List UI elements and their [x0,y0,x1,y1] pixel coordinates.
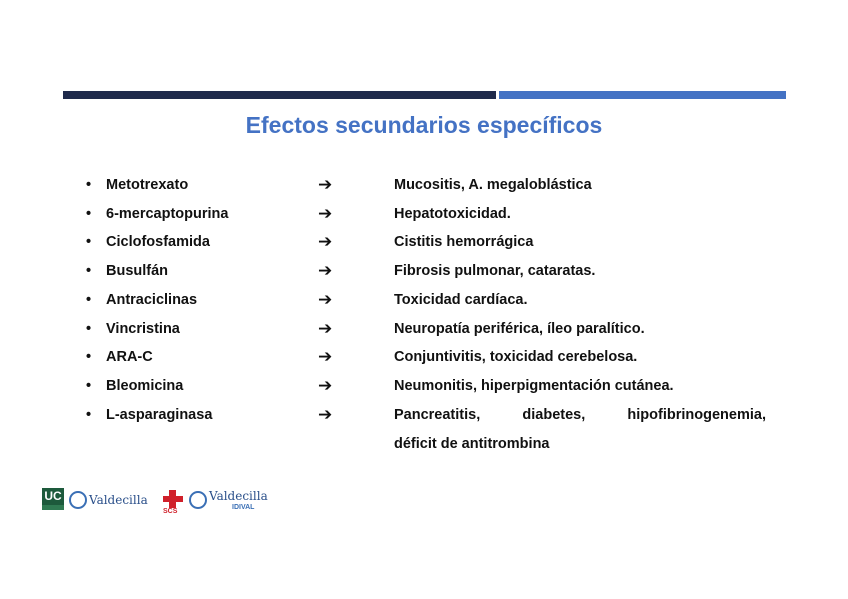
side-effect-text: Conjuntivitis, toxicidad cerebelosa. [394,349,638,366]
bullet-icon: • [86,234,92,251]
drug-name: Bleomicina [106,377,184,394]
bullet-icon: • [86,349,92,366]
header-bar-light [499,91,786,99]
list-item [0,203,848,232]
side-effect-word: Pancreatitis, [394,406,481,423]
arrow-right-icon: ➔ [318,375,333,395]
drug-name: L-asparaginasa [106,406,213,423]
drug-name: Metotrexato [106,177,189,193]
valdecilla-logo-text: Valdecilla [89,493,148,507]
bullet-icon: • [86,177,92,193]
valdecilla-idival-logo-icon [189,491,207,509]
bullet-icon: • [86,291,92,308]
bullet-icon: • [86,320,92,337]
side-effect-word: hipofibrinogenemia, [627,406,766,423]
valdecilla-idival-logo-text: Valdecilla [209,489,268,503]
side-effect-text: Fibrosis pulmonar, cataratas. [394,263,596,280]
slide-title: Efectos secundarios específicos [245,112,603,138]
drug-name: ARA-C [106,349,153,366]
header-bar-dark [63,91,496,99]
side-effect-text: Mucositis, A. megaloblástica [394,177,592,193]
side-effect-line-2: déficit de antitrombina [394,435,550,452]
arrow-right-icon: ➔ [318,318,333,338]
side-effect-text: Cistitis hemorrágica [394,234,534,251]
drug-name: 6-mercaptopurina [106,205,229,222]
bullet-icon: • [86,263,92,280]
arrow-right-icon: ➔ [318,203,333,223]
arrow-right-icon: ➔ [318,289,333,309]
drug-name: Busulfán [106,263,169,280]
arrow-right-icon: ➔ [318,175,333,194]
valdecilla-logo-icon [69,491,87,509]
list-item [0,177,848,203]
scs-cross-icon [163,490,183,508]
list-item [0,349,848,375]
side-effect-text: Hepatotoxicidad. [394,205,511,222]
list-item [0,263,848,289]
bullet-icon: • [86,377,92,394]
drug-name: Ciclofosfamida [106,234,210,251]
uc-logo-text: UC [44,489,62,503]
idival-logo-text: IDIVAL [232,504,255,511]
arrow-right-icon: ➔ [318,232,333,252]
drug-name: Vincristina [106,320,180,337]
scs-logo-text: SCS [163,508,178,515]
side-effect-word: diabetes, [522,406,586,423]
list-item [0,318,848,347]
arrow-right-icon: ➔ [318,404,333,424]
side-effect-text: Neumonitis, hiperpigmentación cutánea. [394,377,674,394]
bullet-icon: • [86,205,92,222]
drug-name: Antraciclinas [106,291,198,308]
bullet-icon: • [86,406,92,423]
uc-logo-band [42,505,64,510]
side-effect-text: Neuropatía periférica, íleo paralítico. [394,320,645,337]
list-item [0,404,848,467]
list-item [0,234,848,260]
arrow-right-icon: ➔ [318,261,333,281]
list-item [0,289,848,318]
side-effect-text [394,401,766,459]
footer-logos [42,488,272,516]
arrow-right-icon: ➔ [318,347,333,367]
side-effect-text: Toxicidad cardíaca. [394,291,528,308]
